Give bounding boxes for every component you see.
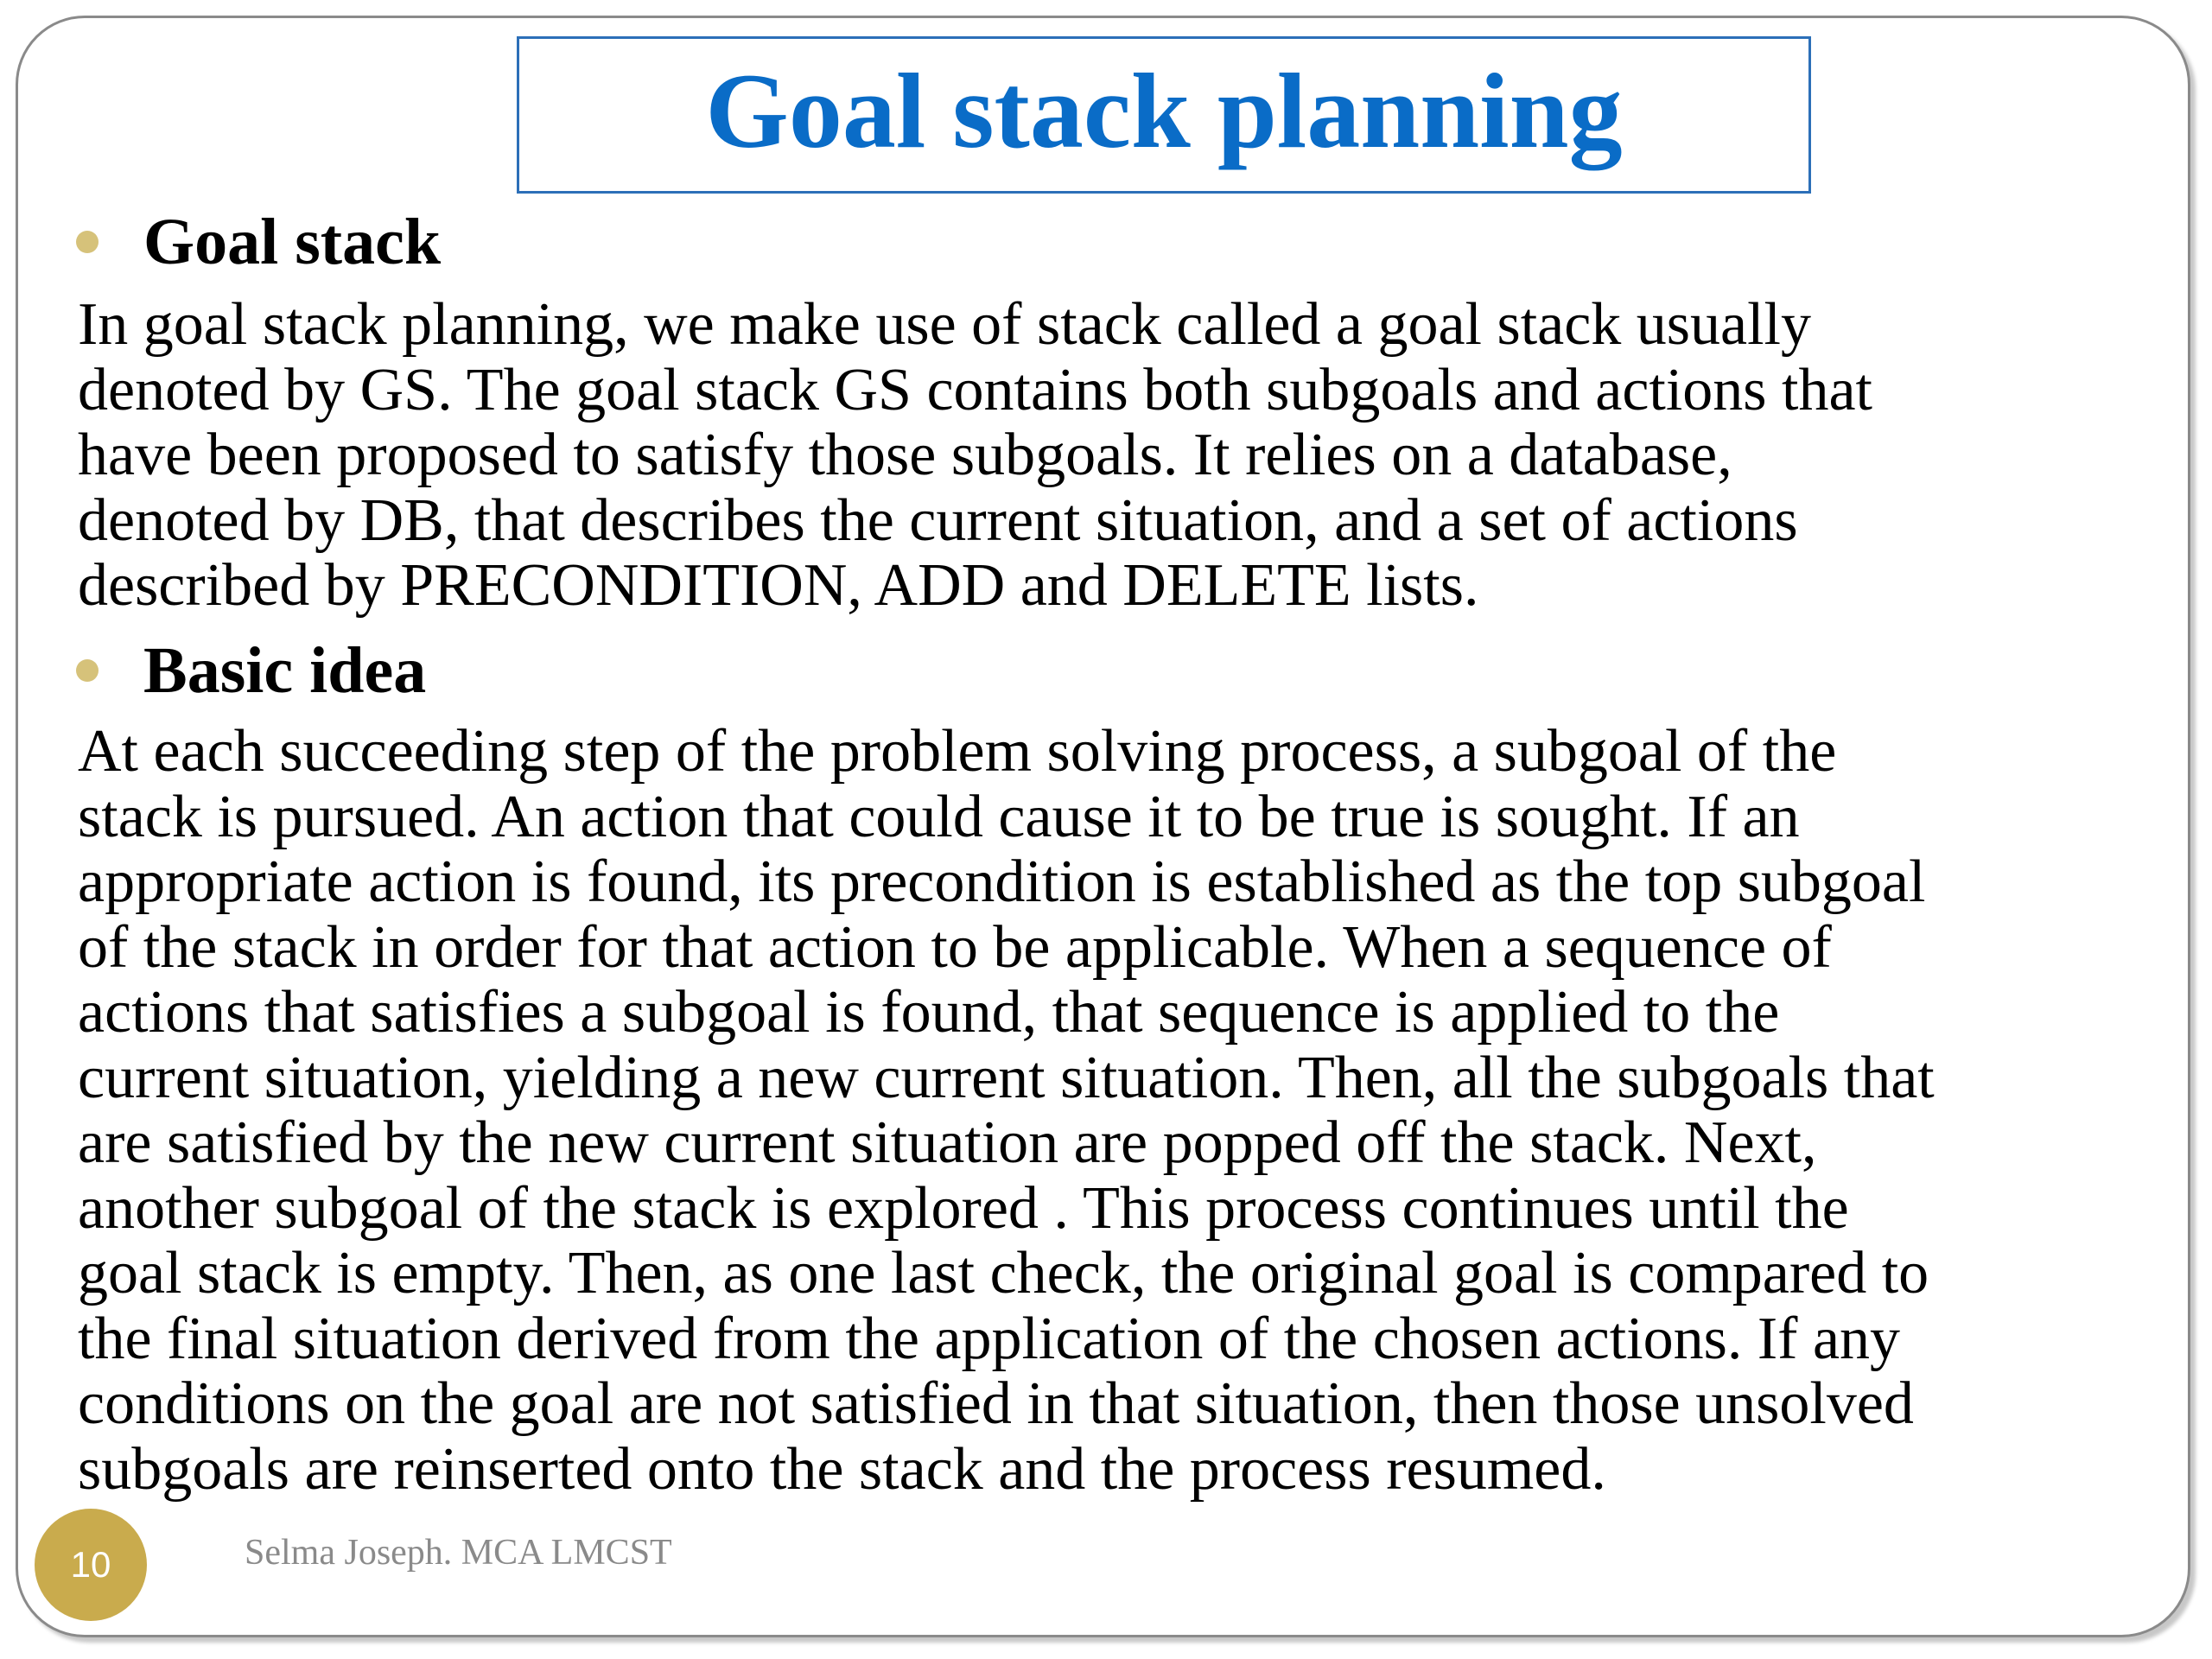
heading-text: Basic idea — [143, 634, 427, 707]
paragraph-line: have been proposed to satisfy those subgoals. It relies on a database, — [78, 422, 1732, 488]
slide-title: Goal stack planning — [705, 52, 1623, 170]
paragraph-line: denoted by GS. The goal stack GS contains both subgoals and actions that — [78, 356, 1872, 423]
paragraph-line: conditions on the goal are not satisfied in that situation, then those unsolved — [78, 1370, 1914, 1437]
bullet-icon — [76, 659, 99, 682]
page-number: 10 — [70, 1544, 111, 1585]
paragraph-line: subgoals are reinserted onto the stack and the process resumed. — [78, 1435, 1606, 1503]
paragraph-goal-stack — [78, 292, 2186, 619]
title-box — [517, 36, 1811, 194]
paragraph-line: goal stack is empty. Then, as one last check, the original goal is compared to — [78, 1240, 1929, 1306]
paragraph-line: described by PRECONDITION, ADD and DELETE lists. — [78, 552, 1479, 619]
paragraph-line: the final situation derived from the application of the chosen actions. If any — [78, 1305, 1901, 1372]
paragraph-line: are satisfied by the new current situation are popped off the stack. Next, — [78, 1109, 1817, 1176]
page-number-badge — [35, 1509, 147, 1621]
bullet-icon — [76, 231, 99, 253]
paragraph-line: current situation, yielding a new current situation. Then, all the subgoals that — [78, 1044, 1935, 1111]
heading-text: Goal stack — [143, 206, 442, 278]
section-heading-goal-stack — [76, 206, 442, 278]
paragraph-line: At each succeeding step of the problem solving process, a subgoal of the — [78, 718, 1837, 785]
paragraph-line: actions that satisfies a subgoal is found, that sequence is applied to the — [78, 979, 1780, 1046]
paragraph-basic-idea — [78, 719, 2186, 1502]
footer-author: Selma Joseph. MCA LMCST — [245, 1533, 672, 1573]
paragraph-line: denoted by DB, that describes the current situation, and a set of actions — [78, 486, 1798, 554]
paragraph-line: of the stack in order for that action to be applicable. When a sequence of — [78, 913, 1832, 981]
paragraph-line: appropriate action is found, its precondition is established as the top subgoal — [78, 849, 1926, 915]
paragraph-line: stack is pursued. An action that could cause it to be true is sought. If an — [78, 783, 1800, 850]
paragraph-line: another subgoal of the stack is explored . This process continues until the — [78, 1174, 1849, 1242]
section-heading-basic-idea — [76, 634, 427, 707]
paragraph-line: In goal stack planning, we make use of stack called a goal stack usually — [78, 291, 1812, 358]
